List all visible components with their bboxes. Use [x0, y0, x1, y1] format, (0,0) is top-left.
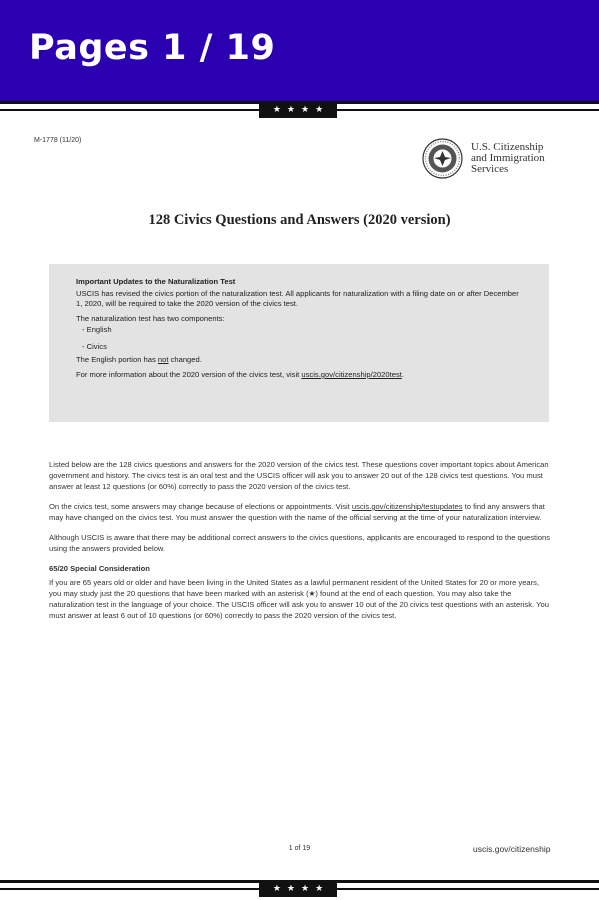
link-2020test[interactable]: uscis.gov/citizenship/2020test: [301, 370, 402, 379]
body-paragraph-2: On the civics test, some answers may change because of elections or appointments. Visit uscis.gov/citizenship/testupdates to find any answers that may have changed on the civics test. You must answer the question with the name of the official serving at the time of your naturalization interview.: [49, 502, 545, 522]
important-updates-box: [49, 264, 549, 422]
rule-stars: ★★★★: [259, 101, 337, 118]
top-decorative-rule: [0, 101, 599, 118]
body-paragraph-3: Although USCIS is aware that there may be additional correct answers to the civics questions, applicants are encouraged to respond to the questions using the answers provided below.: [49, 533, 551, 553]
special-consideration-heading: 65/20 Special Consideration: [49, 564, 150, 573]
updates-paragraph-4: For more information about the 2020 version of the civics test, visit uscis.gov/citizenship/2020test.: [76, 370, 404, 379]
viewer-header: [0, 0, 599, 103]
updates-heading: Important Updates to the Naturalization Test: [76, 277, 236, 286]
updates-paragraph-2: The naturalization test has two components:: [76, 314, 225, 323]
agency-line-3: Services: [471, 163, 509, 175]
updates-paragraph-1: USCIS has revised the civics portion of the naturalization test. All applicants for naturalization with a filing date on or after December 1, 2020, will be required to take the 2020 version of the civics test.: [76, 289, 519, 308]
page-counter-title: Pages 1 / 19: [29, 28, 276, 68]
bottom-decorative-rule: [0, 880, 599, 897]
document-title: 128 Civics Questions and Answers (2020 version): [148, 212, 451, 228]
agency-line-1: U.S. Citizenship: [471, 141, 544, 153]
document-body: [49, 459, 552, 630]
link-testupdates[interactable]: uscis.gov/citizenship/testupdates: [351, 502, 463, 511]
agency-line-2: and Immigration: [471, 152, 545, 164]
body-paragraph-4: If you are 65 years old or older and have been living in the United States as a lawful permanent resident of the United States for 20 or more years, you may study just the 20 questions that have been marked with an asterisk (★) found at the end of each question. You may also take the naturalization test in the language of your choice. The USCIS officer will ask you to answer 10 out of the 20 civics test questions with an asterisk. You must answer at least 6 out of 10 questions (or 60%) correctly to pass the 2020 version of the civics test.: [49, 578, 549, 620]
body-paragraph-1: Listed below are the 128 civics questions and answers for the 2020 version of the civics test. These questions cover important topics about American government and history. The civics test is an oral test and the USCIS officer will ask you to answer 20 out of the 128 civics test questions. You must answer at least 12 questions (or 60%) correctly to pass the 2020 version of the civics test.: [49, 460, 549, 491]
page-number: 1 of 19: [288, 845, 311, 852]
component-civics: - Civics: [82, 342, 107, 351]
agency-name: [471, 142, 545, 175]
rule-stars-bottom: ★★★★: [259, 880, 337, 897]
updates-paragraph-3: The English portion has not changed.: [76, 355, 202, 364]
form-id: M-1778 (11/20): [34, 137, 82, 144]
footer-url: uscis.gov/citizenship: [473, 844, 551, 854]
dhs-seal-icon: [422, 138, 463, 179]
component-english: - English: [82, 325, 112, 334]
